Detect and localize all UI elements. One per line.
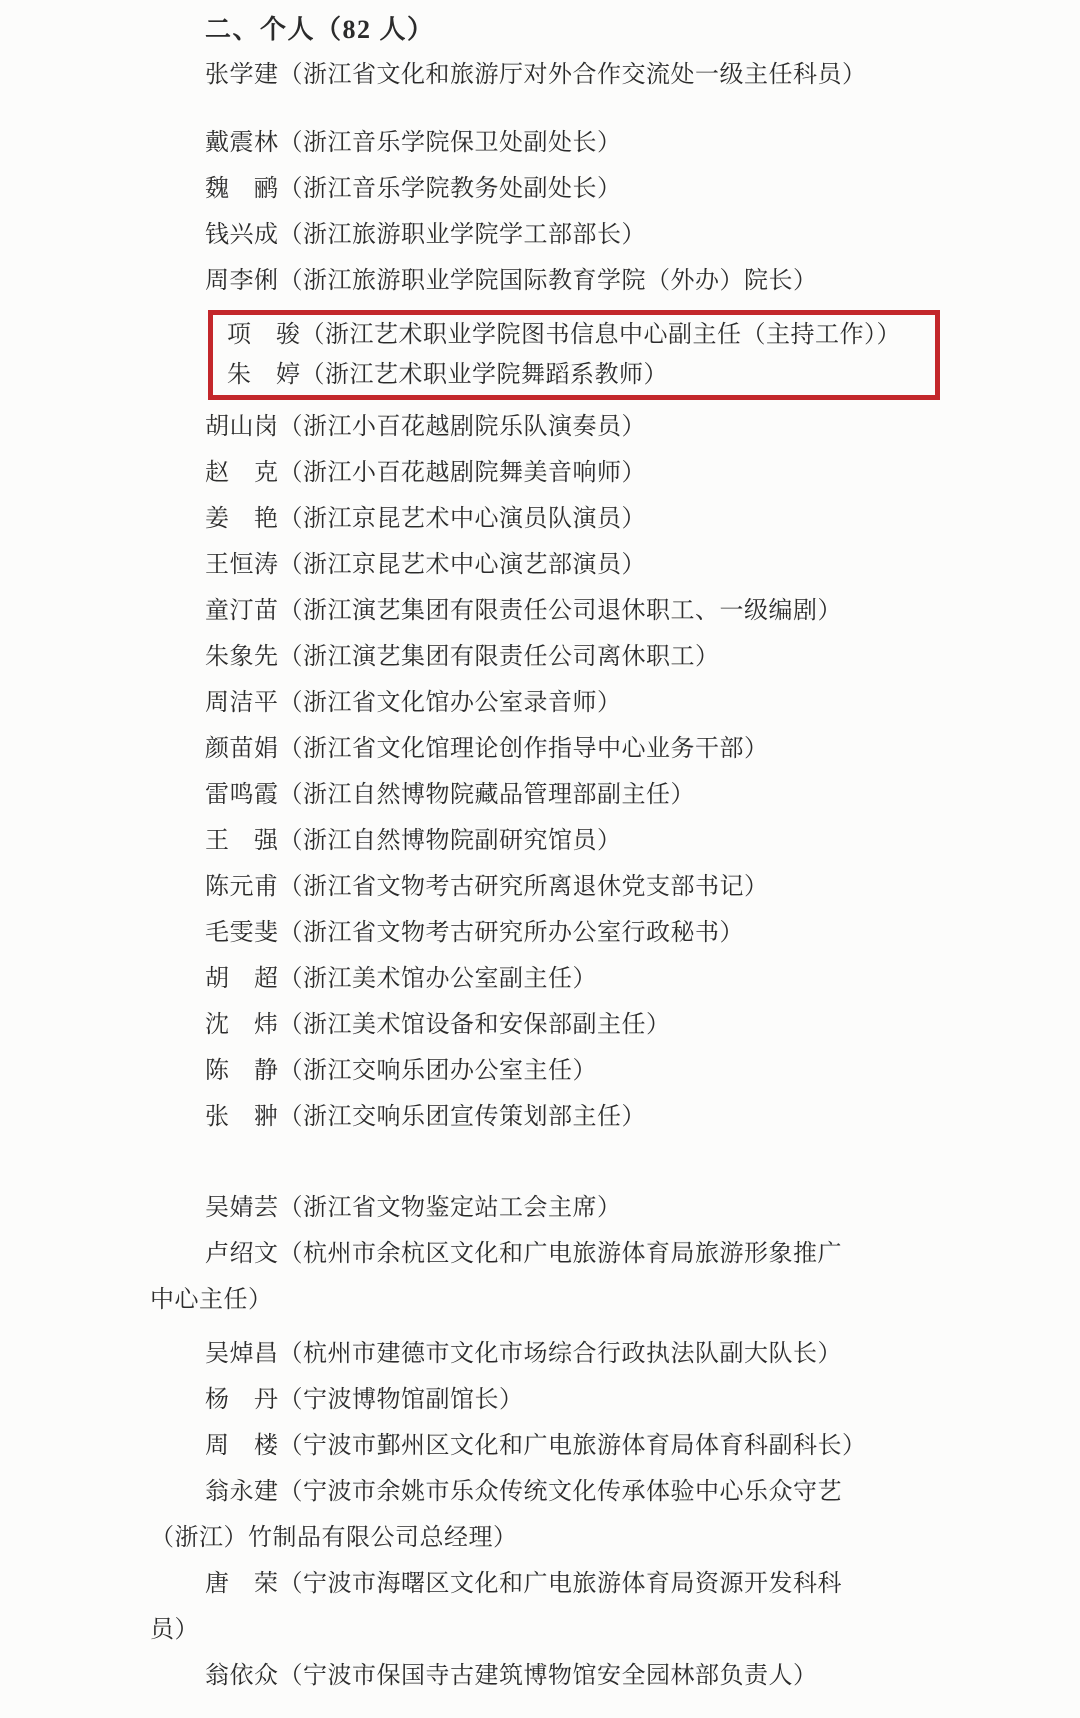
entry-line: 王 强（浙江自然博物院副研究馆员）: [205, 828, 622, 854]
entry-line: 杨 丹（宁波博物馆副馆长）: [205, 1387, 524, 1413]
entry-line: 朱 婷（浙江艺术职业学院舞蹈系教师）: [227, 362, 668, 388]
entry-line: 雷鸣霞（浙江自然博物院藏品管理部副主任）: [205, 782, 695, 808]
entry-line: 卢绍文（杭州市余杭区文化和广电旅游体育局旅游形象推广: [205, 1241, 842, 1267]
entry-line: 魏 鹂（浙江音乐学院教务处副处长）: [205, 176, 622, 202]
continuation-line: 中心主任）: [150, 1287, 273, 1313]
entry-line: 吴婧芸（浙江省文物鉴定站工会主席）: [205, 1195, 622, 1221]
entry-line: 周 楼（宁波市鄞州区文化和广电旅游体育局体育科副科长）: [205, 1433, 867, 1459]
entry-line: 周洁平（浙江省文化馆办公室录音师）: [205, 690, 622, 716]
entry-line: 沈 炜（浙江美术馆设备和安保部副主任）: [205, 1012, 671, 1038]
continuation-line: （浙江）竹制品有限公司总经理）: [150, 1525, 518, 1551]
entry-line: 翁依众（宁波市保国寺古建筑博物馆安全园林部负责人）: [205, 1663, 818, 1689]
entry-line: 周李俐（浙江旅游职业学院国际教育学院（外办）院长）: [205, 268, 818, 294]
entry-line: 戴震林（浙江音乐学院保卫处副处长）: [205, 130, 622, 156]
entry-line: 钱兴成（浙江旅游职业学院学工部部长）: [205, 222, 646, 248]
entry-line: 王恒涛（浙江京昆艺术中心演艺部演员）: [205, 552, 646, 578]
entry-list: [0, 52, 1080, 1699]
continuation-line: 员）: [150, 1617, 199, 1643]
entry-line: 张 翀（浙江交响乐团宣传策划部主任）: [205, 1104, 646, 1130]
entry-line: 姜 艳（浙江京昆艺术中心演员队演员）: [205, 506, 646, 532]
entry-line: 翁永建（宁波市余姚市乐众传统文化传承体验中心乐众守艺: [205, 1479, 842, 1505]
entry-line: 张学建（浙江省文化和旅游厅对外合作交流处一级主任科员）: [205, 62, 867, 88]
entry-line: 胡山岗（浙江小百花越剧院乐队演奏员）: [205, 414, 646, 440]
entry-line: 赵 克（浙江小百花越剧院舞美音响师）: [205, 460, 646, 486]
entry-line: 陈 静（浙江交响乐团办公室主任）: [205, 1058, 597, 1084]
entry-line: 颜苗娟（浙江省文化馆理论创作指导中心业务干部）: [205, 736, 769, 762]
entry-line: 项 骏（浙江艺术职业学院图书信息中心副主任（主持工作））: [227, 322, 901, 348]
entry-line: 唐 荣（宁波市海曙区文化和广电旅游体育局资源开发科科: [205, 1571, 842, 1597]
entry-line: 朱象先（浙江演艺集团有限责任公司离休职工）: [205, 644, 720, 670]
entry-line: 毛雯斐（浙江省文物考古研究所办公室行政秘书）: [205, 920, 744, 946]
highlight-box: [208, 310, 940, 400]
entry-line: 胡 超（浙江美术馆办公室副主任）: [205, 966, 597, 992]
entry-line: 吴焯昌（杭州市建德市文化市场综合行政执法队副大队长）: [205, 1341, 842, 1367]
section-heading: 二、个人（82 人）: [205, 15, 435, 44]
entry-line: 童汀苗（浙江演艺集团有限责任公司退休职工、一级编剧）: [205, 598, 842, 624]
entry-line: 陈元甫（浙江省文物考古研究所离退休党支部书记）: [205, 874, 769, 900]
